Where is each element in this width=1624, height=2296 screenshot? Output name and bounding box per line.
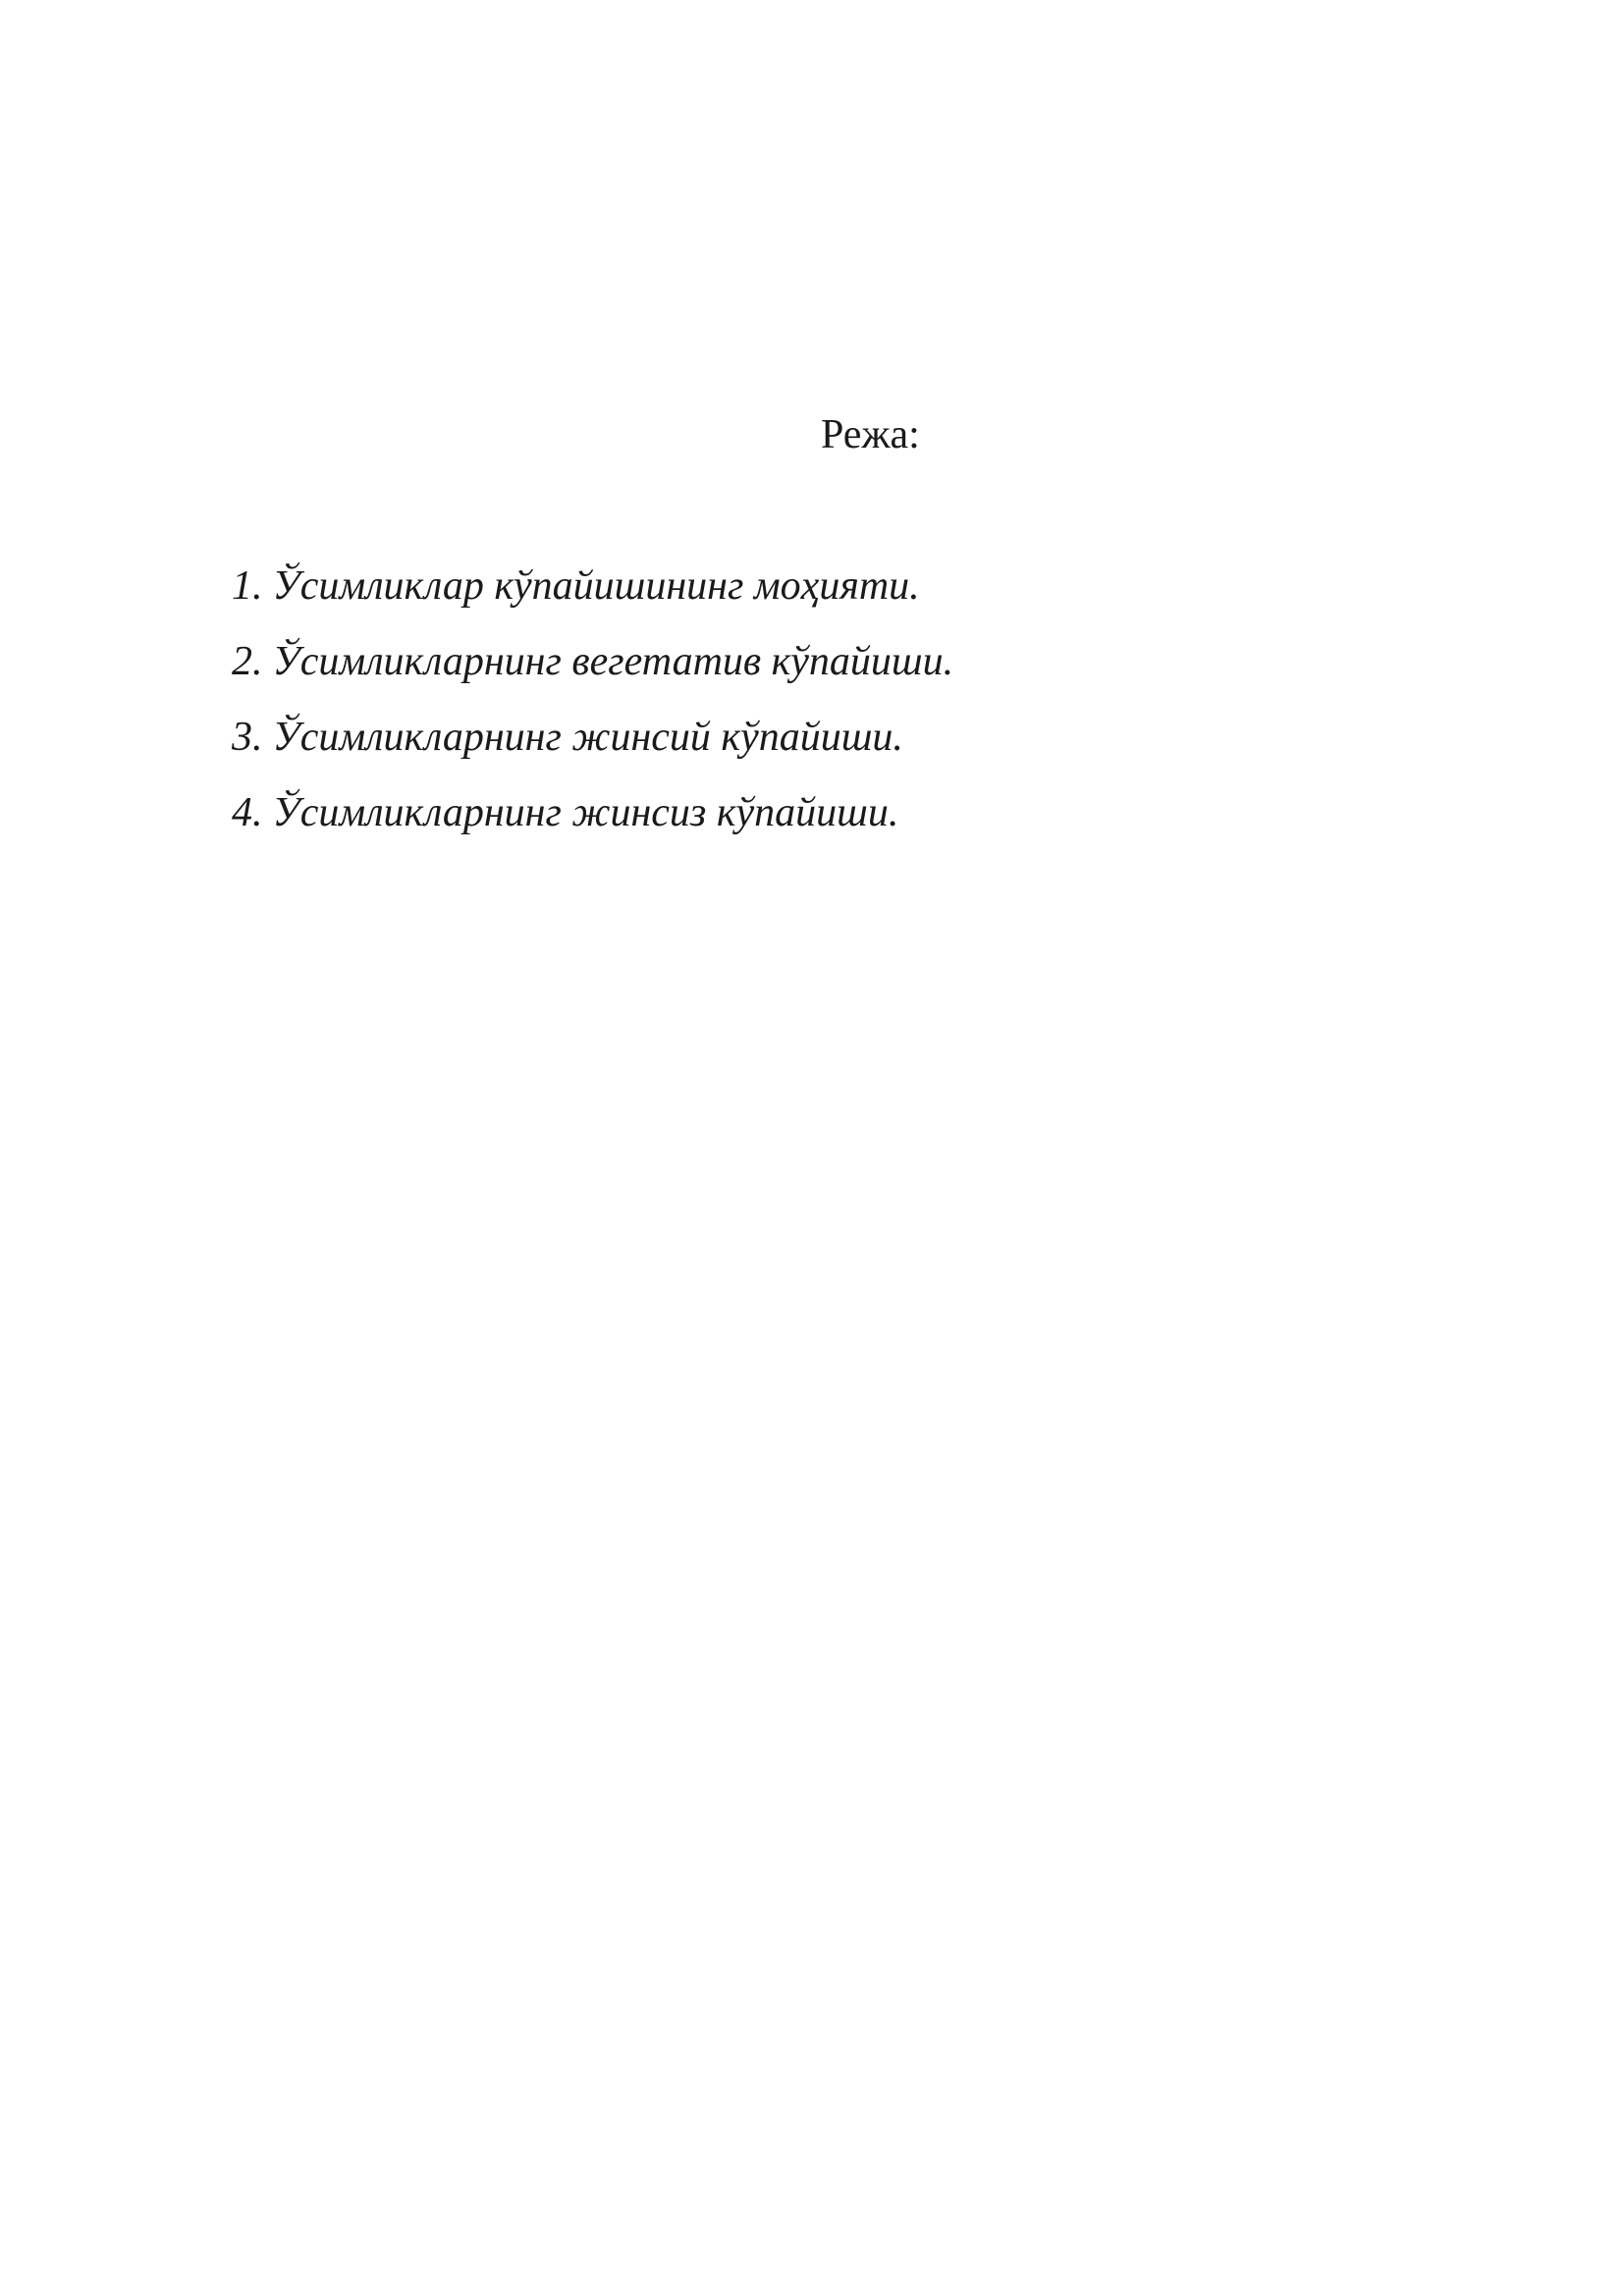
list-item-text: Ўсимликлар кўпайишининг моҳияти. bbox=[272, 563, 920, 609]
list-item-number: 4. bbox=[232, 790, 263, 835]
list-item-text: Ўсимликларнинг жинсий кўпайиши. bbox=[272, 715, 903, 760]
list-item-text: Ўсимликларнинг жинсиз кўпайиши. bbox=[272, 790, 899, 835]
list-item-text: Ўсимликларнинг вегетатив кўпайиши. bbox=[272, 639, 954, 684]
list-item bbox=[232, 635, 953, 688]
list-item bbox=[232, 711, 953, 764]
plan-list bbox=[232, 560, 953, 862]
list-item bbox=[232, 560, 953, 613]
list-item-number: 3. bbox=[232, 715, 263, 760]
list-item-number: 2. bbox=[232, 639, 263, 684]
page-title: Режа: bbox=[821, 412, 920, 457]
list-item bbox=[232, 786, 953, 839]
list-item-number: 1. bbox=[232, 563, 263, 609]
